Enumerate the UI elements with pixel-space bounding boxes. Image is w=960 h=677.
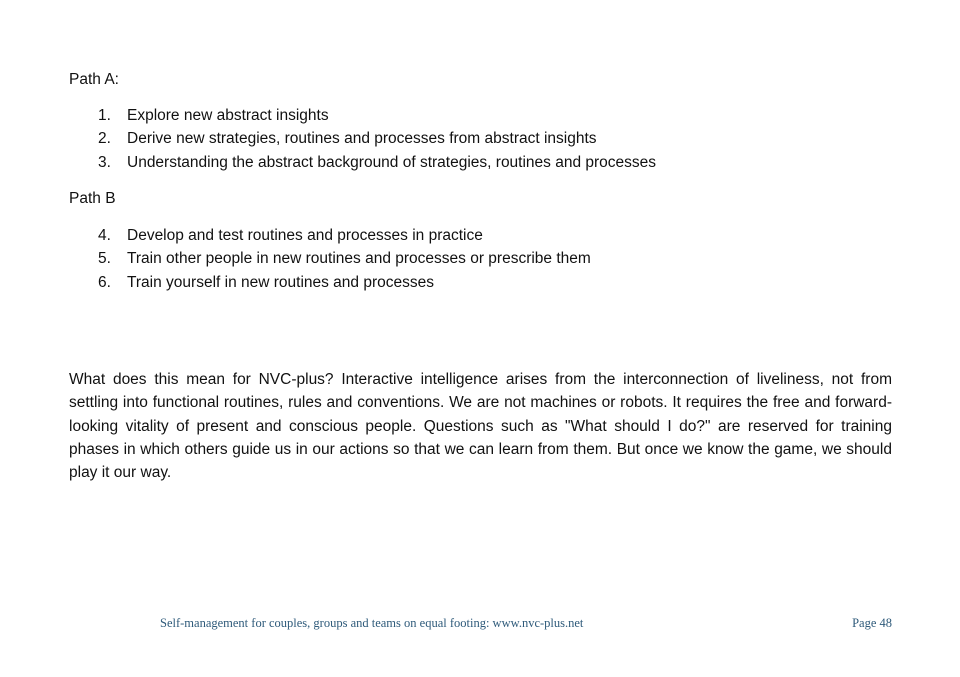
document-page xyxy=(69,0,892,677)
page-number: Page 48 xyxy=(852,616,892,630)
list-item xyxy=(69,106,656,129)
path-a-list xyxy=(69,106,656,176)
footer-text: Self-management for couples, groups and teams on equal footing: www.nvc-plus.net xyxy=(160,616,584,630)
list-item-number: 6. xyxy=(98,273,111,291)
list-item-number: 3. xyxy=(98,153,111,171)
list-item-text: Understanding the abstract background of strategies, routines and processes xyxy=(127,153,657,171)
list-item-text: Train other people in new routines and processes or prescribe them xyxy=(127,250,591,268)
list-item xyxy=(69,273,591,296)
list-item-text: Derive new strategies, routines and processes from abstract insights xyxy=(127,130,597,148)
path-a-heading: Path A: xyxy=(69,71,119,88)
path-b-list xyxy=(69,226,591,296)
list-item xyxy=(69,129,656,152)
body-paragraph: What does this mean for NVC-plus? Interactive intelligence arises from the interconnection of liveliness, not from settling into functional routines, rules and conventions. We are not machines or robots. It requires the free and forward-looking vitality of present and conscious people. Questions such as "What should I do?" are reserved for training phases in which others guide us in our actions so that we can learn from them. But once we know the game, we should play it our way. xyxy=(69,371,892,482)
list-item xyxy=(69,153,656,176)
list-item-number: 5. xyxy=(98,250,111,268)
list-item-text: Develop and test routines and processes in practice xyxy=(127,227,483,244)
list-item-text: Train yourself in new routines and processes xyxy=(127,273,434,291)
list-item-number: 1. xyxy=(98,107,111,124)
list-item xyxy=(69,226,591,249)
list-item xyxy=(69,249,591,272)
list-item-number: 4. xyxy=(98,227,111,244)
list-item-text: Explore new abstract insights xyxy=(127,107,329,124)
path-b-heading: Path B xyxy=(69,190,116,207)
list-item-number: 2. xyxy=(98,130,111,148)
